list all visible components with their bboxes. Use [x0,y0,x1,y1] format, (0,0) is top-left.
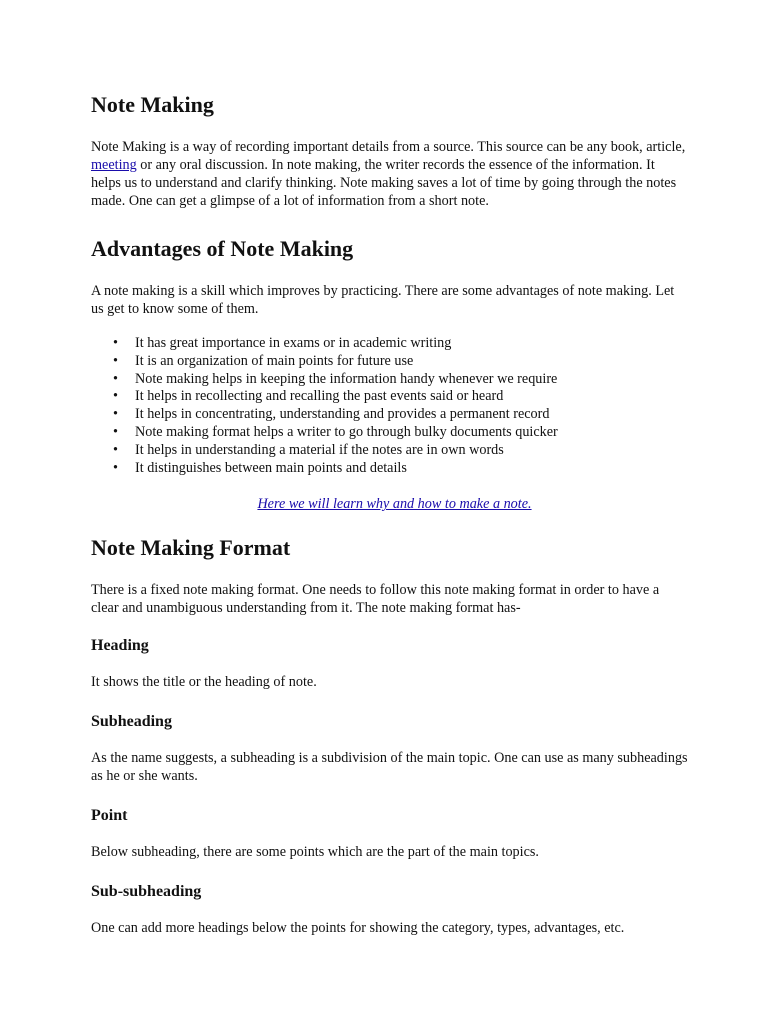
definition-text-end: or any oral discussion. In note making, the writer records the essence of the information. It helps us to understand and clarify thinking. Note making saves a lot of time by going through the notes made. One can get a glimpse of a lot of information from a short note. [91,157,677,209]
list-item: • Note making format helps a writer to go through bulky documents quicker [135,424,688,442]
list-item: • It has great importance in exams or in academic writing [135,335,688,353]
section-title-format: Note Making Format [91,535,291,561]
list-item: • It distinguishes between main points and details [135,460,688,478]
paragraph-sub-subheading: One can add more headings below the points for showing the category, types, advantages, etc. [91,920,625,937]
list-item: • It is an organization of main points for future use [135,353,688,371]
list-item: • Note making helps in keeping the information handy whenever we require [135,371,688,389]
paragraph-subheading: As the name suggests, a subheading is a subdivision of the main topic. One can use as many subheadings as he or she wants. [91,750,688,785]
subsection-heading-point: Point [91,807,128,825]
paragraph-definition [91,138,688,210]
paragraph-format-intro: There is a fixed note making format. One needs to follow this note making format in order to have a clear and unambiguous understanding from it. The note making format has- [91,582,660,617]
list-item: • It helps in recollecting and recalling the past events said or heard [135,388,688,406]
paragraph-advantages-intro: A note making is a skill which improves by practicing. There are some advantages of note making. Let us get to know some of them. [91,283,675,317]
subsection-heading-sub-subheading: Sub-subheading [91,883,202,901]
subsection-heading-heading: Heading [91,637,149,655]
learn-more-container [91,495,688,513]
list-item: • It helps in understanding a material if the notes are in own words [135,442,688,460]
list-item: • It helps in concentrating, understanding and provides a permanent record [135,406,688,424]
advantages-list [91,335,688,477]
learn-more-link[interactable]: Here we will learn why and how to make a note. [257,496,532,513]
paragraph-heading: It shows the title or the heading of note. [91,674,317,691]
definition-text-start: Note Making is a way of recording important details from a source. This source can be any book, article, [91,139,686,155]
section-title-note-making: Note Making [91,92,214,117]
section-title-advantages: Advantages of Note Making [91,236,354,261]
meeting-link[interactable]: meeting [91,157,137,173]
paragraph-point: Below subheading, there are some points which are the part of the main topics. [91,844,539,861]
subsection-heading-subheading: Subheading [91,713,172,731]
